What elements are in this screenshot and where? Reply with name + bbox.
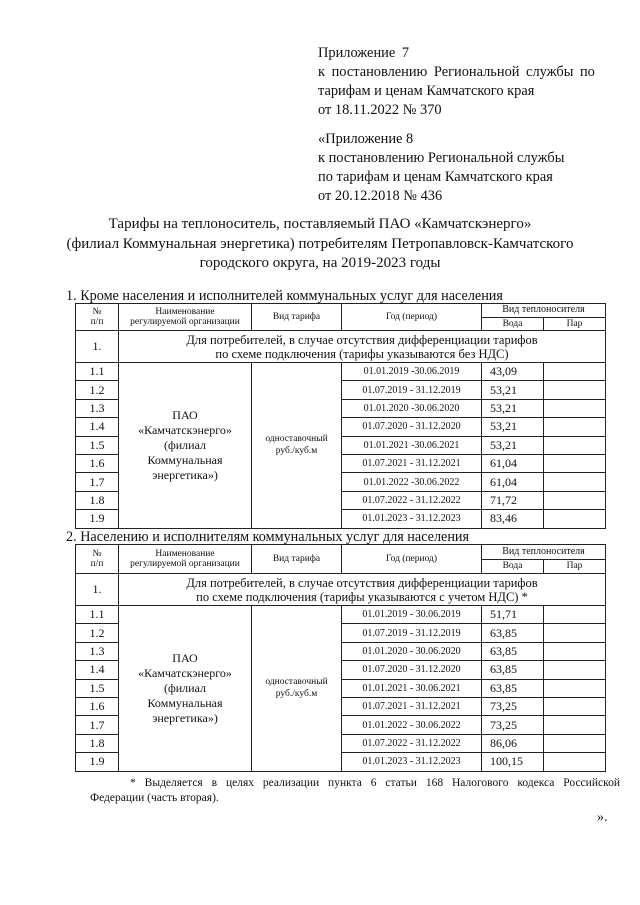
row-number: 1.6 bbox=[76, 697, 119, 715]
organization-line: ПАО bbox=[172, 407, 198, 422]
period-cell: 01.01.2020 - 30.06.2020 bbox=[342, 642, 482, 660]
steam-price bbox=[544, 606, 606, 624]
steam-price bbox=[544, 473, 606, 491]
water-price: 73,25 bbox=[482, 697, 544, 715]
header-number bbox=[76, 304, 119, 331]
header-org-line: Наименование bbox=[155, 306, 215, 317]
header-number-symbol: № bbox=[92, 548, 102, 559]
period-cell: 01.01.2019 - 30.06.2019 bbox=[342, 606, 482, 624]
steam-price bbox=[544, 399, 606, 417]
steam-price bbox=[544, 436, 606, 454]
steam-price bbox=[544, 510, 606, 528]
header-number-abbr: п/п bbox=[90, 317, 104, 327]
appendix-8-title: «Приложение 8 bbox=[318, 131, 414, 147]
appendix-7-block bbox=[318, 44, 618, 120]
period-cell: 01.01.2020 -30.06.2020 bbox=[342, 399, 482, 417]
water-price: 61,04 bbox=[482, 473, 544, 491]
row-number: 1.4 bbox=[76, 418, 119, 436]
header-tariff-type: Вид тарифа bbox=[252, 304, 342, 331]
water-price: 53,21 bbox=[482, 418, 544, 436]
steam-price bbox=[544, 454, 606, 472]
period-cell: 01.01.2023 - 31.12.2023 bbox=[342, 510, 482, 528]
organization-line: энергетика») bbox=[152, 467, 218, 482]
tariff-type-unit: руб./куб.м bbox=[275, 446, 318, 457]
title-line: городского округа, на 2019-2023 годы bbox=[199, 255, 441, 271]
appendix-8-date: от 20.12.2018 № 436 bbox=[318, 188, 443, 204]
water-price: 61,04 bbox=[482, 454, 544, 472]
water-price: 43,09 bbox=[482, 363, 544, 381]
header-tariff-type: Вид тарифа bbox=[252, 545, 342, 574]
header-number-symbol: № bbox=[92, 306, 102, 317]
tariff-type bbox=[252, 606, 342, 772]
row-number: 1.7 bbox=[76, 473, 119, 491]
row-number: 1.1 bbox=[76, 363, 119, 381]
tariff-table-1 bbox=[75, 303, 606, 529]
row-number: 1.4 bbox=[76, 661, 119, 679]
tariff-type-unit: руб./куб.м bbox=[275, 689, 318, 700]
period-cell: 01.07.2020 - 31.12.2020 bbox=[342, 661, 482, 679]
group-description bbox=[119, 574, 606, 606]
steam-price bbox=[544, 642, 606, 660]
header-water: Вода bbox=[482, 318, 544, 331]
row-number: 1.9 bbox=[76, 510, 119, 528]
steam-price bbox=[544, 679, 606, 697]
header-organization bbox=[119, 304, 252, 331]
organization-line: (филиал bbox=[163, 437, 207, 452]
row-number: 1.3 bbox=[76, 642, 119, 660]
steam-price bbox=[544, 661, 606, 679]
header-period: Год (период) bbox=[342, 545, 482, 574]
row-number: 1.5 bbox=[76, 436, 119, 454]
header-organization bbox=[119, 545, 252, 574]
row-number: 1.2 bbox=[76, 624, 119, 642]
water-price: 63,85 bbox=[482, 624, 544, 642]
group-number: 1. bbox=[76, 331, 119, 363]
section-2-heading: 2. Населению и исполнителям коммунальных услуг для населения bbox=[66, 529, 470, 545]
title-line: (филиал Коммунальная энергетика) потребителям Петропавловск-Камчатского bbox=[66, 235, 574, 252]
group-description-line: по схеме подключения (тарифы указываются с учетом НДС) * bbox=[196, 589, 528, 604]
steam-price bbox=[544, 697, 606, 715]
steam-price bbox=[544, 363, 606, 381]
water-price: 63,85 bbox=[482, 661, 544, 679]
header-org-line: регулируемой организации bbox=[130, 317, 240, 327]
row-number: 1.3 bbox=[76, 399, 119, 417]
steam-price bbox=[544, 624, 606, 642]
period-cell: 01.07.2022 - 31.12.2022 bbox=[342, 491, 482, 509]
row-number: 1.6 bbox=[76, 454, 119, 472]
period-cell: 01.01.2021 -30.06.2021 bbox=[342, 436, 482, 454]
organization-line: «Камчатскэнерго» bbox=[138, 422, 232, 437]
row-number: 1.7 bbox=[76, 716, 119, 734]
organization-line: Коммунальная bbox=[147, 695, 223, 710]
period-cell: 01.07.2022 - 31.12.2022 bbox=[342, 734, 482, 752]
water-price: 53,21 bbox=[482, 436, 544, 454]
document-title bbox=[40, 215, 600, 274]
period-cell: 01.01.2022 - 30.06.2022 bbox=[342, 716, 482, 734]
header-period: Год (период) bbox=[342, 304, 482, 331]
period-cell: 01.01.2023 - 31.12.2023 bbox=[342, 753, 482, 771]
appendix-8-line: по тарифам и ценам Камчатского края bbox=[318, 169, 553, 185]
header-water: Вода bbox=[482, 560, 544, 574]
header-org-line: Наименование bbox=[155, 548, 215, 559]
organization-line: (филиал bbox=[163, 680, 207, 695]
period-cell: 01.07.2020 - 31.12.2020 bbox=[342, 418, 482, 436]
steam-price bbox=[544, 381, 606, 399]
water-price: 53,21 bbox=[482, 381, 544, 399]
header-steam: Пар bbox=[544, 560, 606, 574]
header-org-line: регулируемой организации bbox=[130, 559, 240, 569]
appendix-7-date: от 18.11.2022 № 370 bbox=[318, 102, 442, 118]
title-line: Тарифы на теплоноситель, поставляемый ПАО «Камчатскэнерго» bbox=[108, 216, 532, 232]
section-1-heading: 1. Кроме населения и исполнителей коммунальных услуг для населения bbox=[66, 288, 503, 304]
steam-price bbox=[544, 753, 606, 771]
footnote-line: Федерации (часть вторая). bbox=[90, 792, 219, 804]
footnote bbox=[90, 776, 620, 806]
water-price: 73,25 bbox=[482, 716, 544, 734]
tariff-type-line: одноставочный bbox=[265, 677, 328, 688]
organization-line: Коммунальная bbox=[147, 452, 223, 467]
organization-name bbox=[119, 363, 252, 529]
appendix-7-line: к постановлению Региональной службы по bbox=[318, 64, 595, 80]
appendix-8-block bbox=[318, 130, 618, 206]
water-price: 51,71 bbox=[482, 606, 544, 624]
organization-line: «Камчатскэнерго» bbox=[138, 665, 232, 680]
water-price: 53,21 bbox=[482, 399, 544, 417]
row-number: 1.1 bbox=[76, 606, 119, 624]
group-description-line: Для потребителей, в случае отсутствия дифференциации тарифов bbox=[186, 575, 538, 590]
organization-name bbox=[119, 606, 252, 772]
water-price: 86,06 bbox=[482, 734, 544, 752]
group-description-line: по схеме подключения (тарифы указываются без НДС) bbox=[215, 346, 509, 361]
header-carrier: Вид теплоносителя bbox=[482, 545, 606, 560]
row-number: 1.9 bbox=[76, 753, 119, 771]
header-steam: Пар bbox=[544, 318, 606, 331]
period-cell: 01.07.2021 - 31.12.2021 bbox=[342, 454, 482, 472]
water-price: 63,85 bbox=[482, 679, 544, 697]
appendix-8-line: к постановлению Региональной службы bbox=[318, 150, 565, 166]
steam-price bbox=[544, 491, 606, 509]
header-carrier: Вид теплоносителя bbox=[482, 304, 606, 318]
tariff-type-line: одноставочный bbox=[265, 434, 328, 445]
appendix-7-line: тарифам и ценам Камчатского края bbox=[318, 83, 535, 99]
row-number: 1.5 bbox=[76, 679, 119, 697]
row-number: 1.2 bbox=[76, 381, 119, 399]
group-description-line: Для потребителей, в случае отсутствия дифференциации тарифов bbox=[186, 332, 538, 347]
water-price: 71,72 bbox=[482, 491, 544, 509]
appendix-7-title: Приложение 7 bbox=[318, 45, 410, 61]
header-number-abbr: п/п bbox=[90, 559, 104, 569]
tariff-type bbox=[252, 363, 342, 529]
steam-price bbox=[544, 716, 606, 734]
period-cell: 01.01.2022 -30.06.2022 bbox=[342, 473, 482, 491]
water-price: 63,85 bbox=[482, 642, 544, 660]
steam-price bbox=[544, 734, 606, 752]
row-number: 1.8 bbox=[76, 734, 119, 752]
period-cell: 01.01.2021 - 30.06.2021 bbox=[342, 679, 482, 697]
water-price: 83,46 bbox=[482, 510, 544, 528]
period-cell: 01.01.2019 -30.06.2019 bbox=[342, 363, 482, 381]
group-number: 1. bbox=[76, 574, 119, 606]
steam-price bbox=[544, 418, 606, 436]
period-cell: 01.07.2021 - 31.12.2021 bbox=[342, 697, 482, 715]
organization-line: ПАО bbox=[172, 650, 198, 665]
header-number bbox=[76, 545, 119, 574]
row-number: 1.8 bbox=[76, 491, 119, 509]
tariff-table-2 bbox=[75, 544, 606, 772]
group-description bbox=[119, 331, 606, 363]
footnote-line: * Выделяется в целях реализации пункта 6 статьи 168 Налогового кодекса Российской bbox=[130, 777, 620, 789]
water-price: 100,15 bbox=[482, 753, 544, 771]
period-cell: 01.07.2019 - 31.12.2019 bbox=[342, 624, 482, 642]
closing-quote-mark: ». bbox=[597, 810, 608, 825]
organization-line: энергетика») bbox=[152, 710, 218, 725]
period-cell: 01.07.2019 - 31.12.2019 bbox=[342, 381, 482, 399]
